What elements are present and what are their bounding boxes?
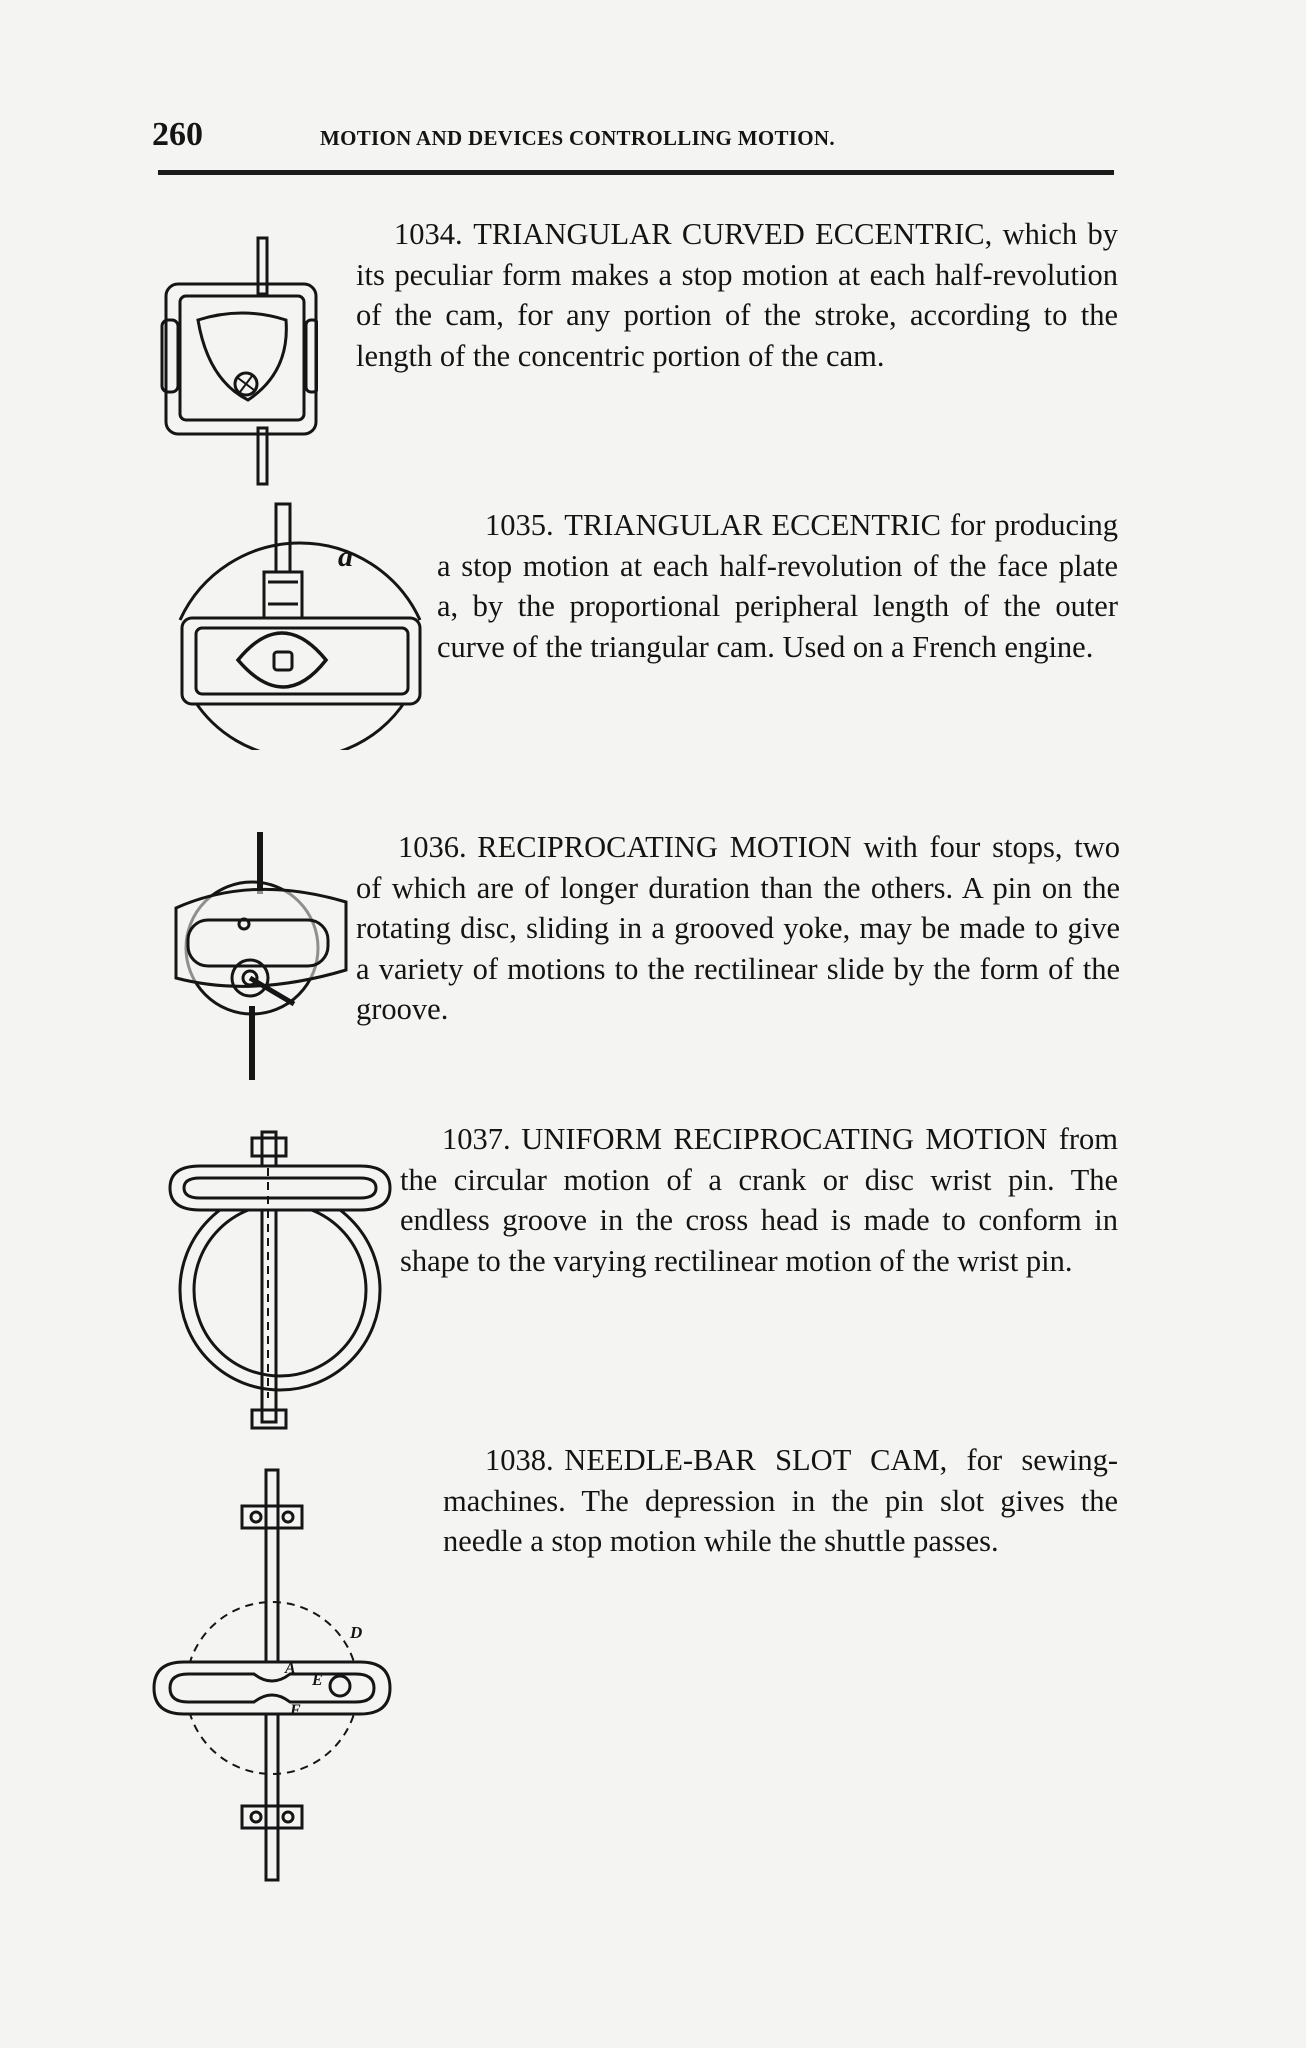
figure-1035-triangular-eccentric: [176, 500, 432, 750]
figure-label-e: E: [312, 1672, 323, 1689]
figure-1034-triangular-curved-eccentric: [158, 232, 318, 492]
header-rule: [158, 170, 1114, 175]
entry-text: NEEDLE-BAR SLOT CAM, for sewing-machines. The depression in the pin slot gives the needle a stop motion while the shuttle passes.: [443, 1443, 1118, 1558]
entry-text: TRIANGULAR ECCENTRIC for producing a stop motion at each half-revolution of the face plate a, by the proportional peripheral length of the outer curve of the triangular cam. Used on a French engine.: [437, 508, 1118, 664]
page-number: 260: [152, 116, 203, 153]
entry-1036: [356, 827, 1120, 1030]
figure-1037-crank-cross-head: [160, 1128, 400, 1438]
entry-text: RECIPROCATING MOTION with four stops, two of which are of longer duration than the others. A pin on the rotating disc, sliding in a grooved yoke, may be made to give a variety of motions to the rectilinear slide by the form of the groove.: [356, 830, 1120, 1026]
entry-1037: [400, 1119, 1118, 1281]
entry-number: 1037.: [442, 1122, 511, 1156]
page-header: [152, 112, 1112, 160]
entry-1034: [356, 214, 1118, 376]
figure-label-a: A: [285, 1660, 296, 1677]
entry-number: 1035.: [485, 508, 554, 542]
entry-number: 1036.: [398, 830, 467, 864]
entry-text: UNIFORM RECIPROCATING MOTION from the circular motion of a crank or disc wrist pin. The endless groove in the cross head is made to conform in shape to the varying rectilinear motion of the wrist pin.: [400, 1122, 1118, 1278]
entry-1038: [443, 1440, 1118, 1562]
entry-number: 1034.: [394, 217, 463, 251]
figure-1036-reciprocating-yoke: [164, 828, 354, 1084]
entry-text: TRIANGULAR CURVED ECCENTRIC, which by its peculiar form makes a stop motion at each half-revolution of the cam, for any portion of the stroke, according to the length of the concentric portion of the cam.: [356, 217, 1118, 373]
entry-1035: [437, 505, 1118, 667]
figure-label-f: F: [290, 1702, 301, 1719]
entry-number: 1038.: [485, 1443, 554, 1477]
figure-label-d: D: [350, 1623, 363, 1642]
figure-label-a: a: [338, 540, 353, 573]
running-title: MOTION AND DEVICES CONTROLLING MOTION.: [320, 126, 835, 150]
figure-1038-needle-bar-slot-cam: [144, 1466, 404, 1886]
